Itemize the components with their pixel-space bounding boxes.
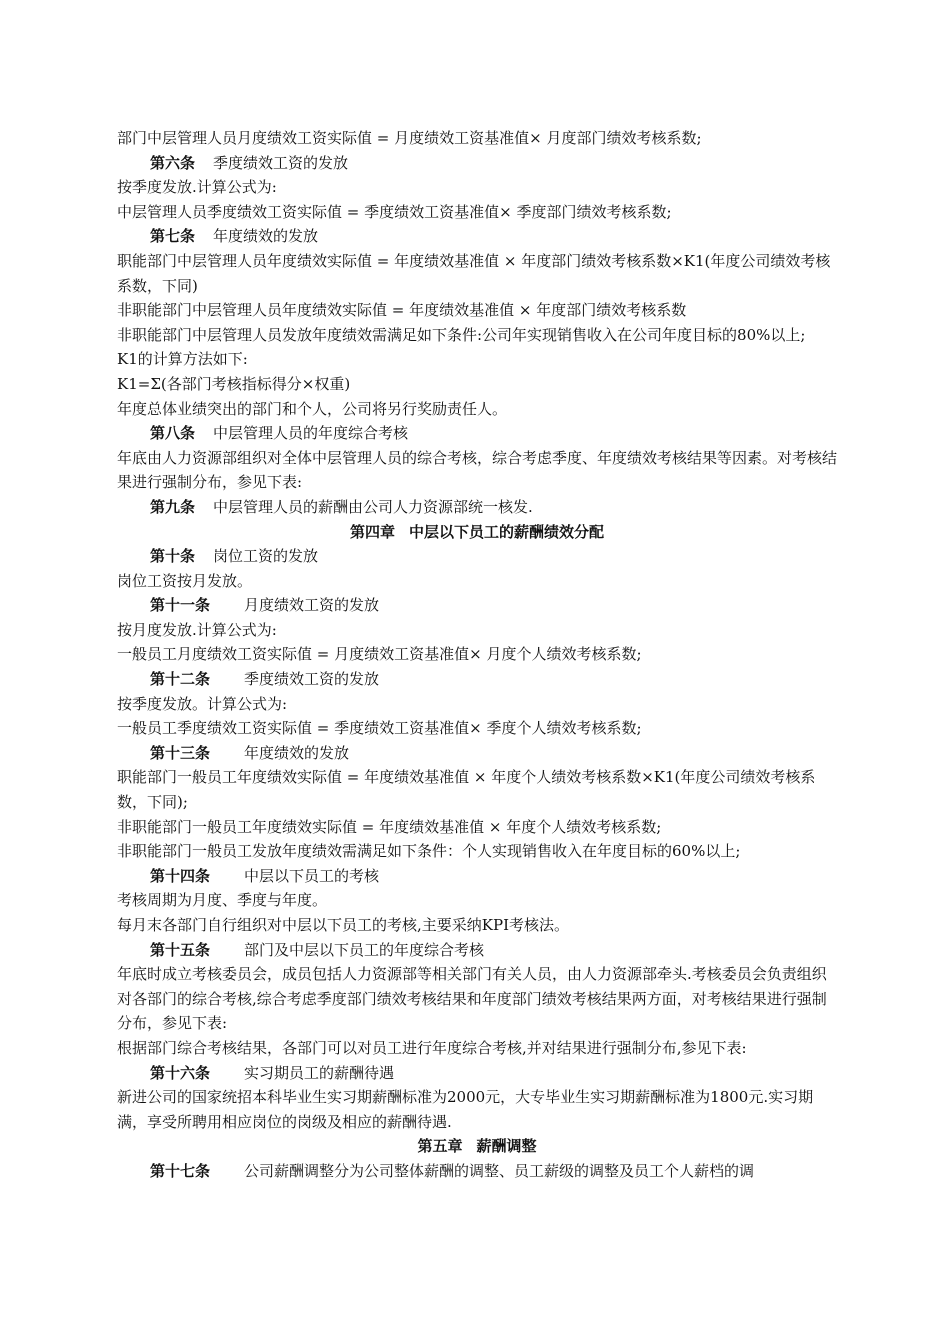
article-title: 季度绩效工资的发放	[213, 153, 349, 172]
article-heading	[117, 151, 837, 176]
body-paragraph: 新进公司的国家统招本科毕业生实习期薪酬标准为2000元，大专毕业生实习期薪酬标准为1800元.实习期满，享受所聘用相应岗位的岗级及相应的薪酬待遇.	[117, 1088, 814, 1131]
article-number: 第十条	[150, 547, 196, 566]
article-title: 中层管理人员的年度综合考核	[213, 424, 409, 443]
article-number: 第十四条	[150, 866, 211, 885]
body-paragraph: 一般员工季度绩效工资实际值 = 季度绩效工资基准值× 季度个人绩效考核系数;	[117, 719, 642, 738]
body-paragraph: 年度总体业绩突出的部门和个人，公司将另行奖励责任人。	[117, 399, 508, 418]
body-paragraph: 考核周期为月度、季度与年度。	[117, 891, 328, 910]
article-number: 第九条	[150, 497, 196, 516]
article-number: 第十五条	[150, 940, 211, 959]
article-title: 中层管理人员的薪酬由公司人力资源部统一核发.	[213, 497, 533, 516]
article-number: 第十七条	[150, 1161, 211, 1180]
article-number: 第十一条	[150, 596, 211, 615]
chapter-heading	[117, 520, 837, 545]
chapter-heading	[117, 1134, 837, 1159]
article-number: 第十二条	[150, 670, 211, 689]
body-paragraph: 非职能部门一般员工年度绩效实际值 = 年度绩效基准值 × 年度个人绩效考核系数;	[117, 817, 662, 836]
article-heading	[117, 864, 837, 889]
article-title: 中层以下员工的考核	[244, 866, 380, 885]
article-heading	[117, 224, 837, 249]
article-title: 实习期员工的薪酬待遇	[244, 1063, 395, 1082]
chapter-number: 第五章	[417, 1137, 463, 1156]
document-page	[117, 126, 837, 1184]
article-number: 第七条	[150, 227, 196, 246]
body-paragraph: 一般员工月度绩效工资实际值 = 月度绩效工资基准值× 月度个人绩效考核系数;	[117, 645, 642, 664]
body-paragraph: 职能部门一般员工年度绩效实际值 = 年度绩效基准值 × 年度个人绩效考核系数×K1(年度公司绩效考核系数，下同);	[117, 768, 816, 812]
chapter-title: 中层以下员工的薪酬绩效分配	[409, 522, 605, 541]
body-paragraph: K1的计算方法如下:	[117, 350, 248, 369]
article-heading	[117, 1061, 837, 1086]
article-title: 季度绩效工资的发放	[244, 670, 380, 689]
article-heading	[117, 421, 837, 446]
article-heading	[117, 938, 837, 963]
body-paragraph: 非职能部门中层管理人员年度绩效实际值 = 年度绩效基准值 × 年度部门绩效考核系数	[117, 301, 687, 320]
article-heading	[117, 495, 837, 520]
body-paragraph: 按月度发放.计算公式为:	[117, 620, 277, 639]
article-title: 部门及中层以下员工的年度综合考核	[244, 940, 485, 959]
article-heading	[117, 1159, 837, 1184]
article-title: 年度绩效的发放	[213, 227, 319, 246]
body-paragraph: 按季度发放。计算公式为:	[117, 694, 288, 713]
article-title: 岗位工资的发放	[213, 547, 319, 566]
article-title: 年度绩效的发放	[244, 743, 350, 762]
body-paragraph: 根据部门综合考核结果，各部门可以对员工进行年度综合考核,并对结果进行强制分布,参见下表:	[117, 1038, 747, 1057]
chapter-title: 薪酬调整	[476, 1137, 537, 1156]
article-number: 第八条	[150, 424, 196, 443]
body-paragraph: 部门中层管理人员月度绩效工资实际值 = 月度绩效工资基准值× 月度部门绩效考核系数;	[117, 129, 702, 147]
article-title: 公司薪酬调整分为公司整体薪酬的调整、员工薪级的调整及员工个人薪档的调	[244, 1161, 755, 1180]
article-heading	[117, 741, 837, 766]
body-paragraph: 年底由人力资源部组织对全体中层管理人员的综合考核，综合考虑季度、年度绩效考核结果等因素。对考核结果进行强制分布，参见下表:	[117, 448, 838, 492]
body-paragraph: 每月末各部门自行组织对中层以下员工的考核,主要采纳KPI考核法。	[117, 916, 569, 934]
body-paragraph: 岗位工资按月发放。	[117, 571, 253, 590]
body-paragraph: 非职能部门中层管理人员发放年度绩效需满足如下条件:公司年实现销售收入在公司年度目标的80%以上;	[117, 325, 806, 344]
article-number: 第十六条	[150, 1063, 211, 1082]
article-heading	[117, 667, 837, 692]
body-paragraph: 中层管理人员季度绩效工资实际值 = 季度绩效工资基准值× 季度部门绩效考核系数;	[117, 202, 672, 221]
body-paragraph: 非职能部门一般员工发放年度绩效需满足如下条件：个人实现销售收入在年度目标的60%以上;	[117, 842, 741, 861]
article-title: 月度绩效工资的发放	[244, 596, 380, 615]
body-paragraph: 职能部门中层管理人员年度绩效实际值 = 年度绩效基准值 × 年度部门绩效考核系数×K1(年度公司绩效考核系数，下同)	[117, 251, 831, 295]
chapter-number: 第四章	[349, 522, 395, 541]
article-heading	[117, 593, 837, 618]
article-number: 第十三条	[150, 743, 211, 762]
article-number: 第六条	[150, 153, 196, 172]
body-paragraph: 按季度发放.计算公式为:	[117, 178, 277, 197]
body-paragraph: 年底时成立考核委员会，成员包括人力资源部等相关部门有关人员，由人力资源部牵头.考核委员会负责组织对各部门的综合考核,综合考虑季度部门绩效考核结果和年度部门绩效考核结果两方面，对考核结果进行强制分布，参见下表:	[117, 965, 827, 1033]
body-paragraph: K1=Σ(各部门考核指标得分×权重)	[117, 374, 351, 393]
article-heading	[117, 544, 837, 569]
